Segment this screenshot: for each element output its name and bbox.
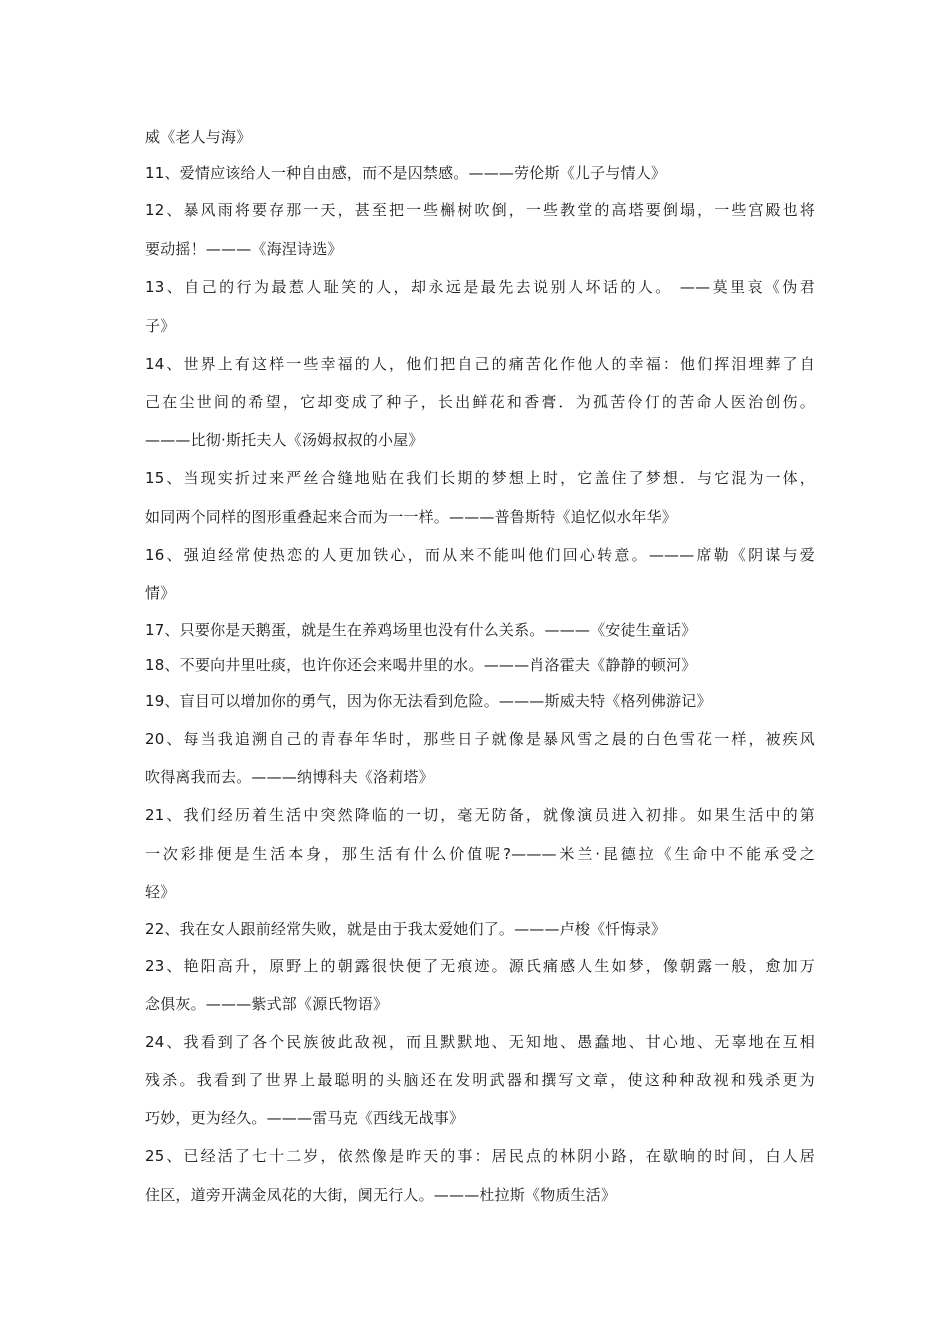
text-line: 子》 [145, 317, 176, 335]
text-line: 13、自己的行为最惹人耻笑的人，却永远是最先去说别人坏话的人。 ——莫里哀《伪君 [145, 278, 815, 296]
text-line: 12、暴风雨将要存那一天，甚至把一些槲树吹倒，一些教堂的高塔要倒塌，一些宫殿也将 [145, 201, 815, 219]
text-line: 威《老人与海》 [145, 128, 252, 146]
text-line: 11、爱情应该给人一种自由感，而不是囚禁感。———劳伦斯《儿子与情人》 [145, 164, 667, 182]
text-line: 22、我在女人跟前经常失败，就是由于我太爱她们了。———卢梭《忏悔录》 [145, 920, 667, 938]
text-line: 一次彩排便是生活本身，那生活有什么价值呢?———米兰·昆德拉《生命中不能承受之 [145, 845, 815, 863]
text-line: 14、世界上有这样一些幸福的人，他们把自己的痛苦化作他人的幸福：他们挥泪埋葬了自 [145, 355, 815, 373]
text-line: 23、艳阳高升，原野上的朝露很快便了无痕迹。源氏痛感人生如梦，像朝露一般，愈加万 [145, 957, 815, 975]
text-line: 轻》 [145, 883, 176, 901]
text-line: 25、已经活了七十二岁，依然像是昨天的事：居民点的林阴小路，在歇晌的时间，白人居 [145, 1147, 815, 1165]
text-line: 如同两个同样的图形重叠起来合而为一一样。———普鲁斯特《追忆似水年华》 [145, 508, 678, 526]
text-line: 要动摇！———《海涅诗选》 [145, 240, 343, 258]
text-line: 21、我们经历着生活中突然降临的一切，毫无防备，就像演员进入初排。如果生活中的第 [145, 806, 815, 824]
text-line: 20、每当我追溯自己的青春年华时，那些日子就像是暴风雪之晨的白色雪花一样，被疾风 [145, 730, 815, 748]
text-line: 情》 [145, 584, 176, 602]
text-line: 17、只要你是天鹅蛋，就是生在养鸡场里也没有什么关系。———《安徒生童话》 [145, 621, 697, 639]
text-line: 己在尘世间的希望，它却变成了种子，长出鲜花和香膏．为孤苦伶仃的苦命人医治创伤。 [145, 393, 815, 411]
text-line: 15、当现实折过来严丝合缝地贴在我们长期的梦想上时，它盖住了梦想．与它混为一体， [145, 469, 815, 487]
text-line: 19、盲目可以增加你的勇气，因为你无法看到危险。———斯威夫特《格列佛游记》 [145, 692, 712, 710]
text-line: 念俱灰。———紫式部《源氏物语》 [145, 995, 389, 1013]
text-line: 16、强迫经常使热恋的人更加铁心，而从来不能叫他们回心转意。———席勒《阴谋与爱 [145, 546, 815, 564]
text-line: 住区，道旁开满金凤花的大街，阒无行人。———杜拉斯《物质生活》 [145, 1186, 617, 1204]
text-line: 吹得离我而去。———纳博科夫《洛莉塔》 [145, 768, 434, 786]
text-line: 巧妙，更为经久。———雷马克《西线无战事》 [145, 1109, 465, 1127]
text-line: 残杀。我看到了世界上最聪明的头脑还在发明武器和撰写文章，使这种种敌视和残杀更为 [145, 1071, 815, 1089]
text-line: 18、不要向井里吐痰，也许你还会来喝井里的水。———肖洛霍夫《静静的顿河》 [145, 656, 697, 674]
text-line: ———比彻·斯托夫人《汤姆叔叔的小屋》 [145, 431, 424, 449]
text-line: 24、我看到了各个民族彼此敌视，而且默默地、无知地、愚蠢地、甘心地、无辜地在互相 [145, 1033, 815, 1051]
